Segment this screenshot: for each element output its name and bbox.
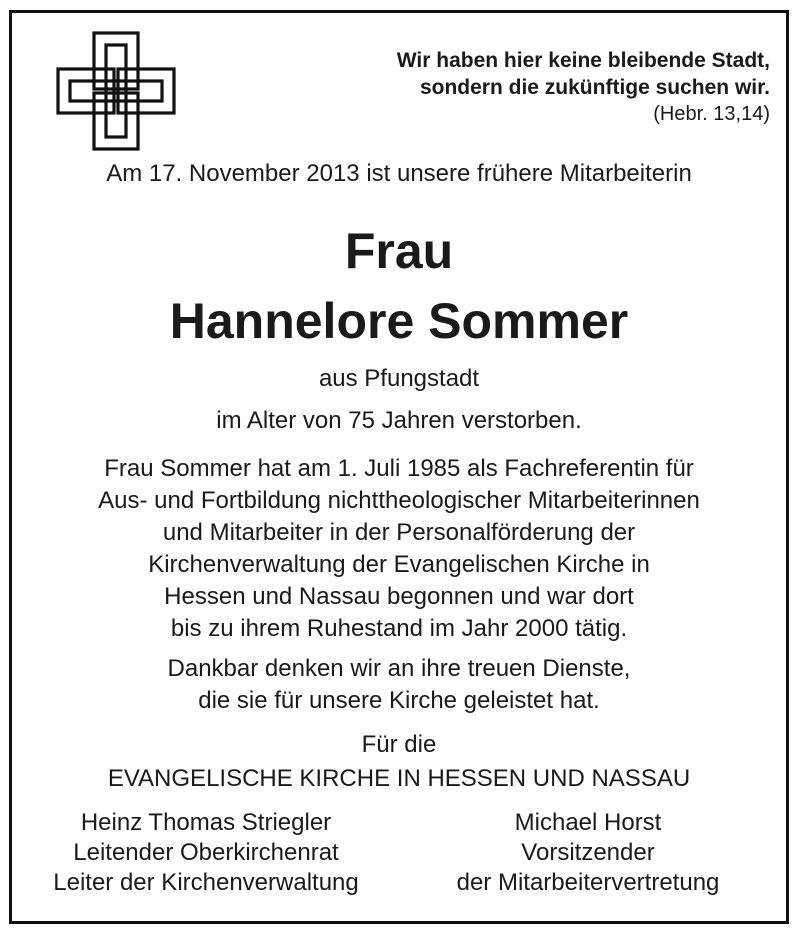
- thanks-paragraph: [12, 653, 786, 717]
- signatory-1: [16, 808, 396, 898]
- intro-text: Am 17. November 2013 ist unsere frühere Mitarbeiterin: [106, 160, 692, 187]
- biography-line: Frau Sommer hat am 1. Juli 1985 als Fachreferentin für: [104, 455, 694, 482]
- biography-paragraph: [12, 453, 786, 645]
- signatory-name: Michael Horst: [514, 809, 662, 836]
- signatory-2: [398, 808, 778, 898]
- age-text: im Alter von 75 Jahren verstorben.: [216, 407, 582, 434]
- biography-line: Kirchenverwaltung der Evangelischen Kirche in: [148, 551, 650, 578]
- signatory-title: Leitender Oberkirchenrat: [73, 839, 339, 866]
- biography-line: Hessen und Nassau begonnen und war dort: [164, 583, 634, 610]
- bible-quote: [270, 47, 770, 128]
- biography-line: Aus- und Fortbildung nichttheologischer Mitarbeiterinnen: [98, 487, 700, 514]
- organization-name: EVANGELISCHE KIRCHE IN HESSEN UND NASSAU: [107, 765, 691, 792]
- thanks-line: die sie für unsere Kirche geleistet hat.: [198, 687, 600, 714]
- quote-line-1: Wir haben hier keine bleibende Stadt,: [396, 49, 770, 72]
- for-the-label: Für die: [361, 731, 437, 758]
- biography-line: und Mitarbeiter in der Personalförderung der: [162, 519, 636, 546]
- hometown: aus Pfungstadt: [318, 365, 480, 392]
- quote-reference: (Hebr. 13,14): [653, 103, 770, 125]
- deceased-salutation: Frau: [344, 223, 454, 279]
- church-cross-emblem-icon: [50, 25, 182, 157]
- signatory-role: der Mitarbeitervertretung: [456, 869, 720, 896]
- biography-line: bis zu ihrem Ruhestand im Jahr 2000 tätig.: [170, 615, 628, 642]
- signatory-name: Heinz Thomas Striegler: [80, 809, 332, 836]
- signatory-title: Vorsitzender: [521, 839, 655, 866]
- deceased-name: Hannelore Sommer: [169, 293, 629, 349]
- quote-line-2: sondern die zukünftige suchen wir.: [419, 76, 770, 99]
- obituary-notice: [9, 10, 789, 924]
- thanks-line: Dankbar denken wir an ihre treuen Dienste,: [167, 655, 631, 682]
- signatory-role: Leiter der Kirchenverwaltung: [53, 869, 359, 896]
